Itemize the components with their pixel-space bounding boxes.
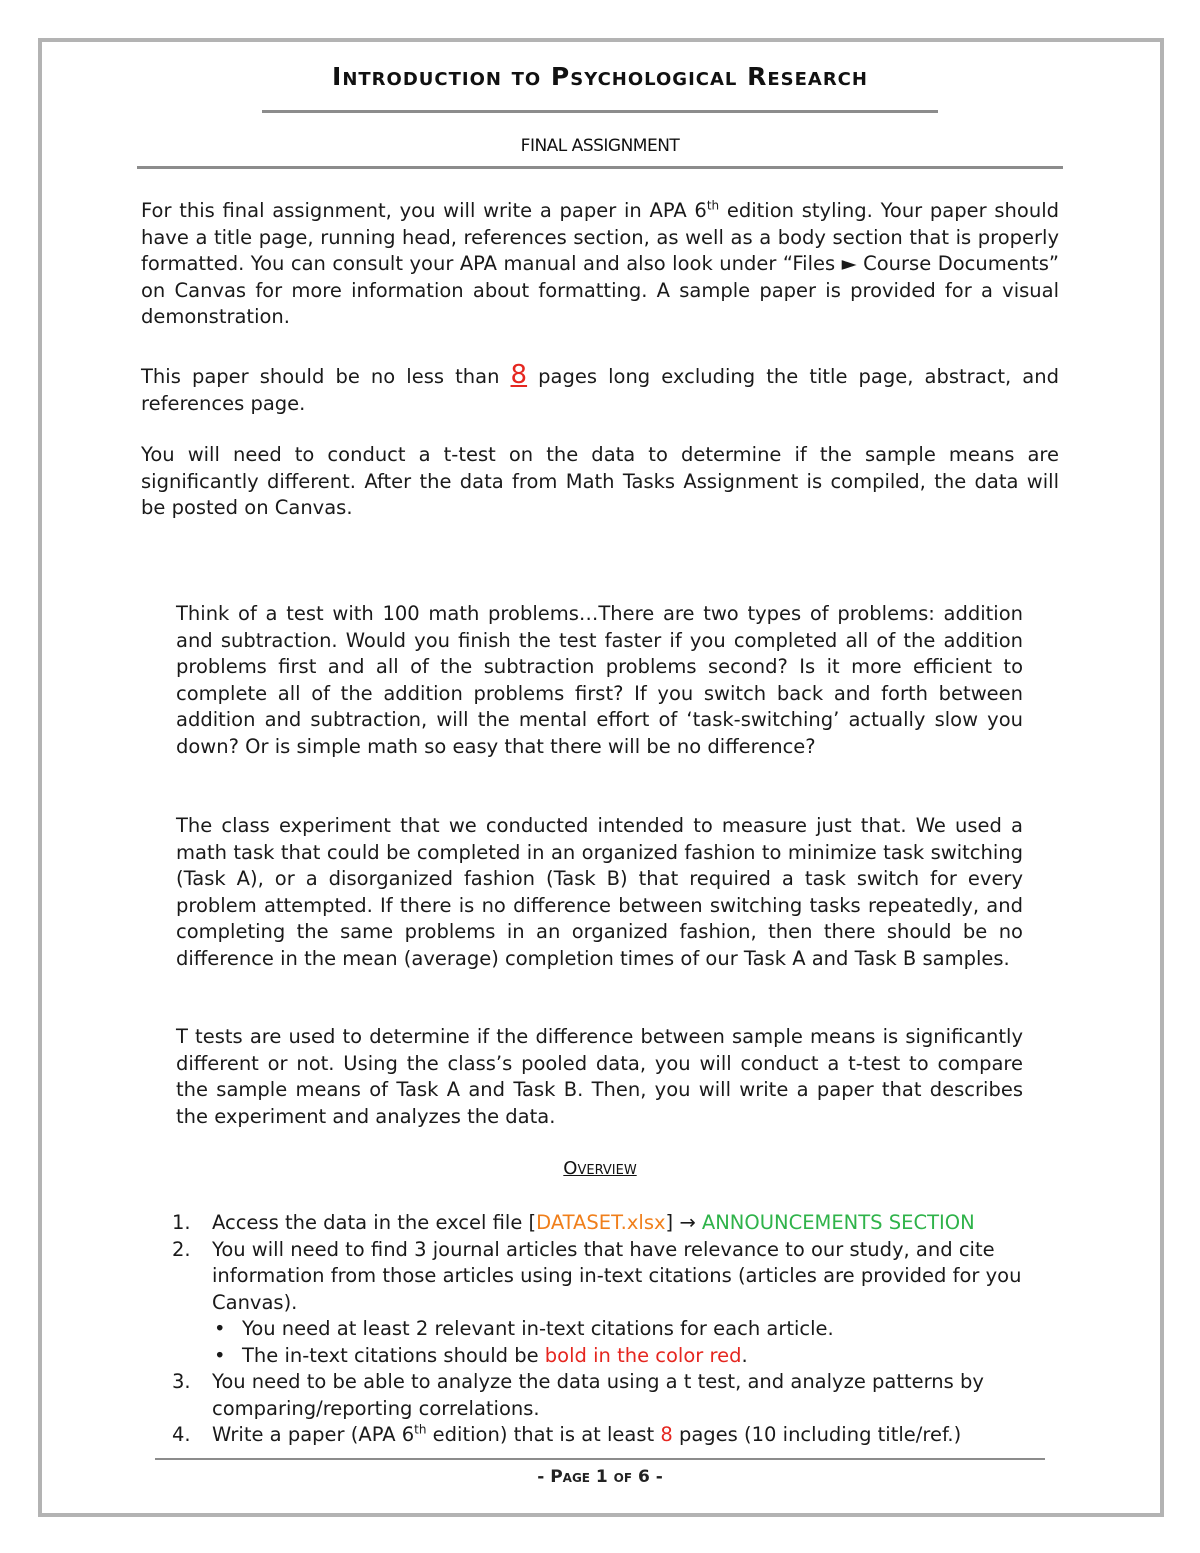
intro-paragraph-1 bbox=[141, 198, 1059, 331]
overview-list bbox=[172, 1210, 1060, 1449]
item-3-text: You need to be able to analyze the data using a t test, and analyze patterns by comparing/reporting correlations. bbox=[212, 1370, 984, 1420]
item-1-text-start: Access the data in the excel file [ bbox=[212, 1211, 537, 1234]
overview-item-3 bbox=[172, 1369, 1060, 1422]
sub-item-1-text: You need at least 2 relevant in-text citations for each article. bbox=[242, 1317, 834, 1340]
sub-item-1 bbox=[172, 1316, 1060, 1343]
sub-item-2-text-start: The in-text citations should be bbox=[242, 1343, 545, 1367]
item-2-text: You will need to find 3 journal articles that have relevance to our study, and cite information from those articles using in-text citations (articles are provided for you Canvas). bbox=[212, 1237, 1022, 1314]
overview-sublist bbox=[172, 1316, 1060, 1369]
sub-item-2-red-text: bold in the color red bbox=[544, 1343, 742, 1367]
intro-p1-start: For this final assignment, you will write a paper in APA 6 bbox=[141, 199, 707, 222]
item-4-superscript: th bbox=[414, 1422, 427, 1437]
intro-paragraph-2 bbox=[141, 362, 1059, 417]
list-marker: 2. bbox=[172, 1237, 191, 1261]
bullet-icon: • bbox=[214, 1343, 226, 1367]
subtitle-divider bbox=[137, 166, 1063, 169]
item-4-text-start: Write a paper (APA 6 bbox=[212, 1423, 415, 1446]
intro-p1-end: edition styling. Your paper should have a title page, running head, references section, as well as a body section that is properly formatted. You can consult your APA manual and also look under “Files ► Course Documents” on Canvas for more information about formatting. A sample paper is provided for a visual demonstration. bbox=[141, 199, 1059, 328]
footer-divider bbox=[155, 1458, 1045, 1460]
item-4-page-count: 8 bbox=[660, 1423, 673, 1446]
intro-p2-end: pages long excluding the title page, abstract, and references page. bbox=[141, 365, 1059, 415]
item-4-text-end: pages (10 including title/ref.) bbox=[672, 1423, 962, 1446]
dataset-file-link[interactable]: DATASET.xlsx bbox=[536, 1211, 666, 1234]
background-paragraph-1: Think of a test with 100 math problems…There are two types of problems: addition and subtraction. Would you finish the test faster if you completed all of the addition problems first and all of the subtraction problems second? Is it more efficient to complete all of the addition problems first? If you switch back and forth between addition and subtraction, will the mental effort of ‘task-switching’ actually slow you down? Or is simple math so easy that there will be no difference? bbox=[176, 602, 1023, 758]
item-1-arrow: ] → bbox=[665, 1211, 702, 1234]
overview-heading: Overview bbox=[563, 1158, 637, 1179]
list-marker: 3. bbox=[172, 1370, 191, 1393]
title-divider bbox=[262, 110, 938, 113]
intro-p2-start: This paper should be no less than bbox=[141, 365, 511, 388]
overview-item-4 bbox=[172, 1422, 1060, 1449]
intro-p1-superscript: th bbox=[706, 198, 720, 213]
list-marker: 4. bbox=[172, 1423, 191, 1446]
document-title: Introduction to Psychological Research bbox=[332, 62, 868, 91]
assignment-subtitle: FINAL ASSIGNMENT bbox=[520, 136, 680, 156]
background-paragraph-2: The class experiment that we conducted intended to measure just that. We used a math task that could be completed in an organized fashion to minimize task switching (Task A), or a disorganized fashion (Task B) that required a task switch for every problem attempted. If there is no difference between switching tasks repeatedly, and completing the same problems in an organized fashion, then there should be no difference in the mean (average) completion times of our Task A and Task B samples. bbox=[176, 814, 1023, 970]
announcements-section-link[interactable]: ANNOUNCEMENTS SECTION bbox=[701, 1211, 975, 1234]
overview-sublist-container bbox=[172, 1316, 1060, 1369]
background-paragraph-3: T tests are used to determine if the difference between sample means is significantly different or not. Using the class’s pooled data, you will conduct a t-test to compare the sample means of Task A and Task B. Then, you will write a paper that describes the experiment and analyzes the data. bbox=[176, 1025, 1023, 1128]
sub-item-2-text-end: . bbox=[741, 1343, 748, 1367]
page-number-footer: - Page 1 of 6 - bbox=[537, 1467, 663, 1487]
item-4-text-mid: edition) that is at least bbox=[426, 1423, 661, 1446]
list-marker: 1. bbox=[172, 1211, 191, 1234]
intro-paragraph-3: You will need to conduct a t-test on the data to determine if the sample means are significantly different. After the data from Math Tasks Assignment is compiled, the data will be posted on Canvas. bbox=[141, 443, 1059, 519]
page-count-emphasis: 8 bbox=[510, 360, 528, 390]
overview-item-1 bbox=[172, 1210, 1060, 1237]
bullet-icon: • bbox=[214, 1317, 226, 1340]
overview-item-2 bbox=[172, 1237, 1060, 1317]
sub-item-2 bbox=[172, 1343, 1060, 1370]
